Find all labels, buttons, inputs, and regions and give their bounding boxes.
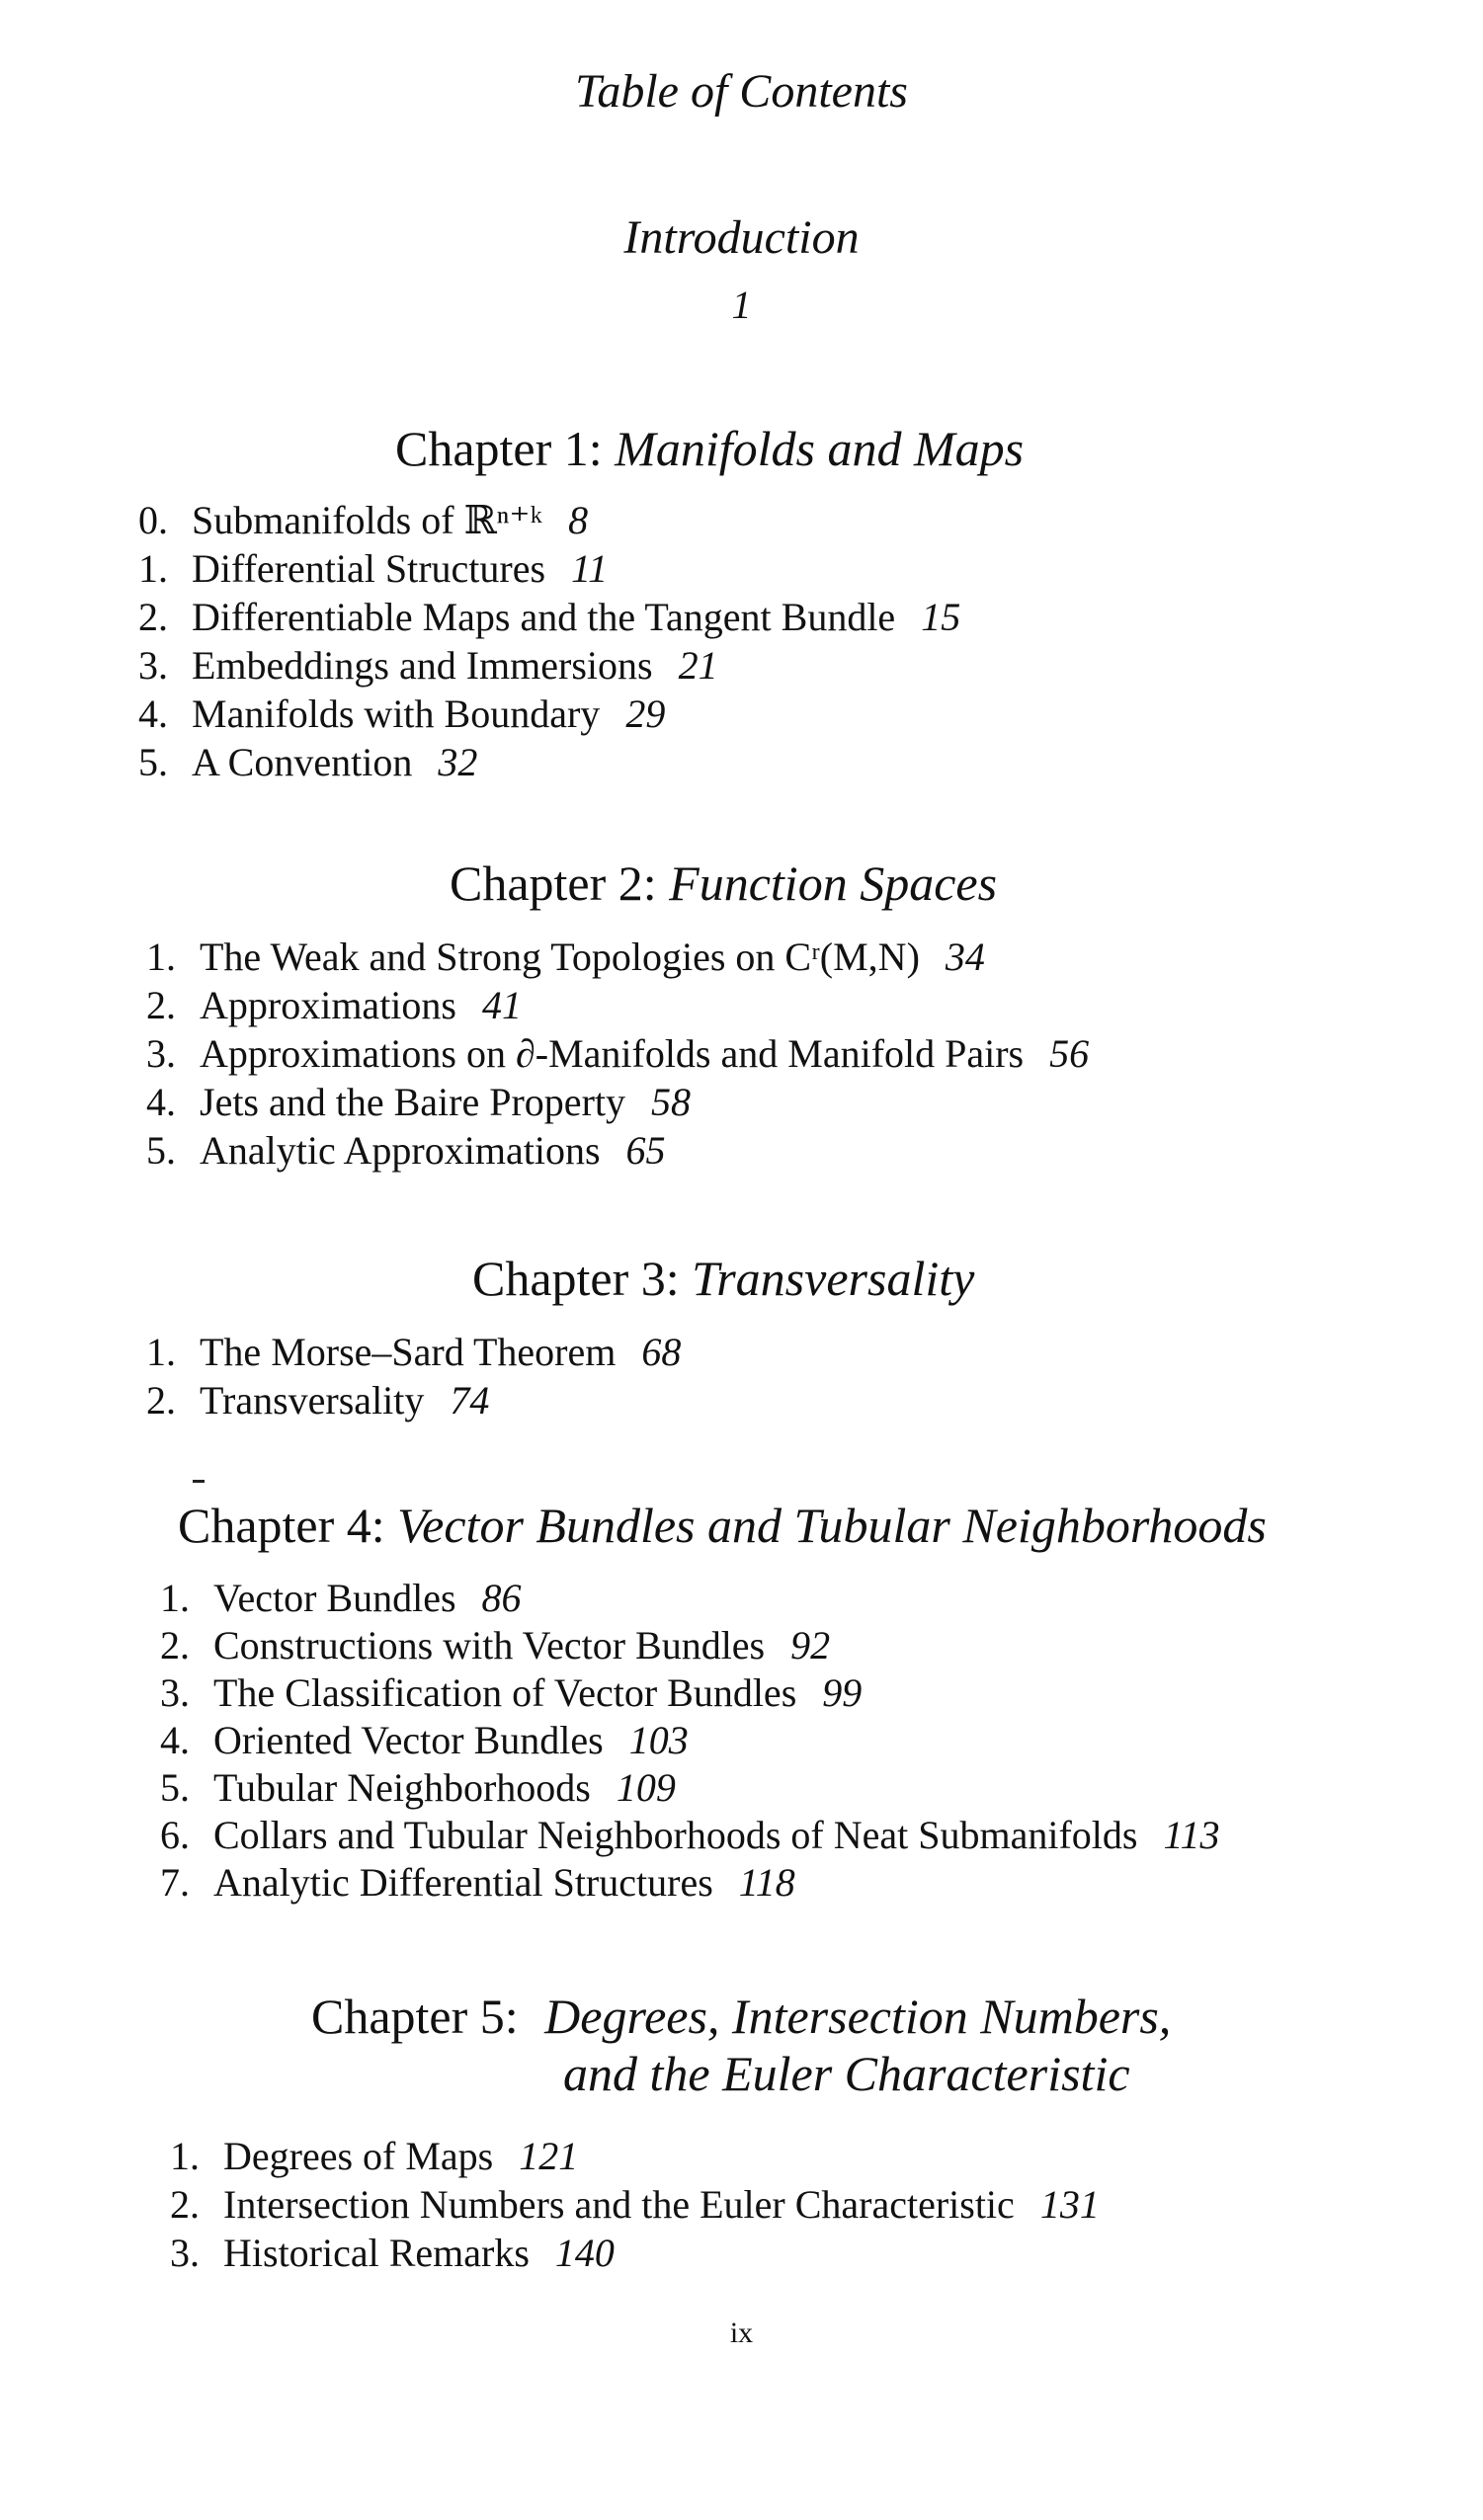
- toc-entry[interactable]: 5. Tubular Neighborhoods 109: [160, 1765, 676, 1810]
- chapter-2-heading: [450, 854, 997, 912]
- toc-entry[interactable]: 2. Transversality 74: [146, 1378, 490, 1423]
- chapter-title: Manifolds and Maps: [615, 421, 1025, 476]
- toc-entry[interactable]: 0. Submanifolds of ℝⁿ⁺ᵏ 8: [138, 498, 589, 542]
- chapter-label: Chapter 2:: [450, 855, 657, 911]
- chapter-title: Function Spaces: [669, 855, 998, 911]
- toc-entry[interactable]: 7. Analytic Differential Structures 118: [160, 1860, 795, 1905]
- toc-entry[interactable]: 5. Analytic Approximations 65: [146, 1128, 666, 1173]
- introduction-title: Introduction: [623, 211, 860, 264]
- chapter-3-entries: [146, 1328, 681, 1424]
- toc-entry[interactable]: 2. Constructions with Vector Bundles 92: [160, 1623, 831, 1667]
- chapter-5-entries: [170, 2132, 1100, 2277]
- chapter-1-heading: [395, 420, 1024, 477]
- toc-entry[interactable]: 4. Jets and the Baire Property 58: [146, 1080, 691, 1124]
- chapter-title: Vector Bundles and Tubular Neighborhoods: [397, 1498, 1267, 1553]
- toc-entry[interactable]: 1. Vector Bundles 86: [160, 1576, 522, 1620]
- chapter-label: Chapter 4:: [178, 1498, 385, 1553]
- chapter-label: Chapter 5:: [311, 1989, 519, 2044]
- chapter-1-entries: [138, 496, 960, 786]
- toc-entry[interactable]: 2. Intersection Numbers and the Euler Characteristic 131: [170, 2182, 1100, 2227]
- chapter-label: Chapter 3:: [472, 1251, 680, 1306]
- chapter-4-entries: [160, 1575, 1220, 1907]
- chapter-5-heading: [311, 1988, 1171, 2045]
- toc-entry[interactable]: 4. Oriented Vector Bundles 103: [160, 1718, 689, 1762]
- toc-entry[interactable]: 3. Historical Remarks 140: [170, 2231, 615, 2275]
- toc-entry[interactable]: 1. Degrees of Maps 121: [170, 2134, 579, 2178]
- chapter-label: Chapter 1:: [395, 421, 603, 476]
- introduction-page: 1: [731, 283, 752, 327]
- toc-entry[interactable]: 3. Embeddings and Immersions 21: [138, 643, 718, 688]
- stray-mark: [193, 1480, 205, 1483]
- toc-entry[interactable]: 2. Approximations 41: [146, 983, 522, 1027]
- chapter-4-heading: [178, 1497, 1267, 1554]
- toc-entry[interactable]: 1. The Weak and Strong Topologies on Cʳ(M,N) 34: [146, 935, 985, 979]
- toc-entry[interactable]: 1. Differential Structures 11: [138, 546, 609, 591]
- chapter-5-title-line2: and the Euler Characteristic: [563, 2046, 1130, 2101]
- toc-entry[interactable]: 5. A Convention 32: [138, 740, 478, 784]
- chapter-title: Transversality: [692, 1251, 975, 1306]
- toc-entry[interactable]: 3. The Classification of Vector Bundles 99: [160, 1670, 863, 1715]
- page-number: ix: [729, 2317, 754, 2349]
- toc-entry[interactable]: 1. The Morse–Sard Theorem 68: [146, 1330, 682, 1374]
- toc-entry[interactable]: 3. Approximations on ∂-Manifolds and Manifold Pairs 56: [146, 1031, 1090, 1076]
- chapter-3-heading: [472, 1250, 974, 1307]
- chapter-title: Degrees, Intersection Numbers,: [544, 1989, 1172, 2044]
- toc-entry[interactable]: 2. Differentiable Maps and the Tangent Bundle 15: [138, 595, 961, 639]
- toc-entry[interactable]: 6. Collars and Tubular Neighborhoods of Neat Submanifolds 113: [160, 1813, 1220, 1857]
- chapter-2-entries: [146, 933, 1089, 1175]
- page-title: Table of Contents: [575, 65, 908, 118]
- toc-entry[interactable]: 4. Manifolds with Boundary 29: [138, 691, 666, 736]
